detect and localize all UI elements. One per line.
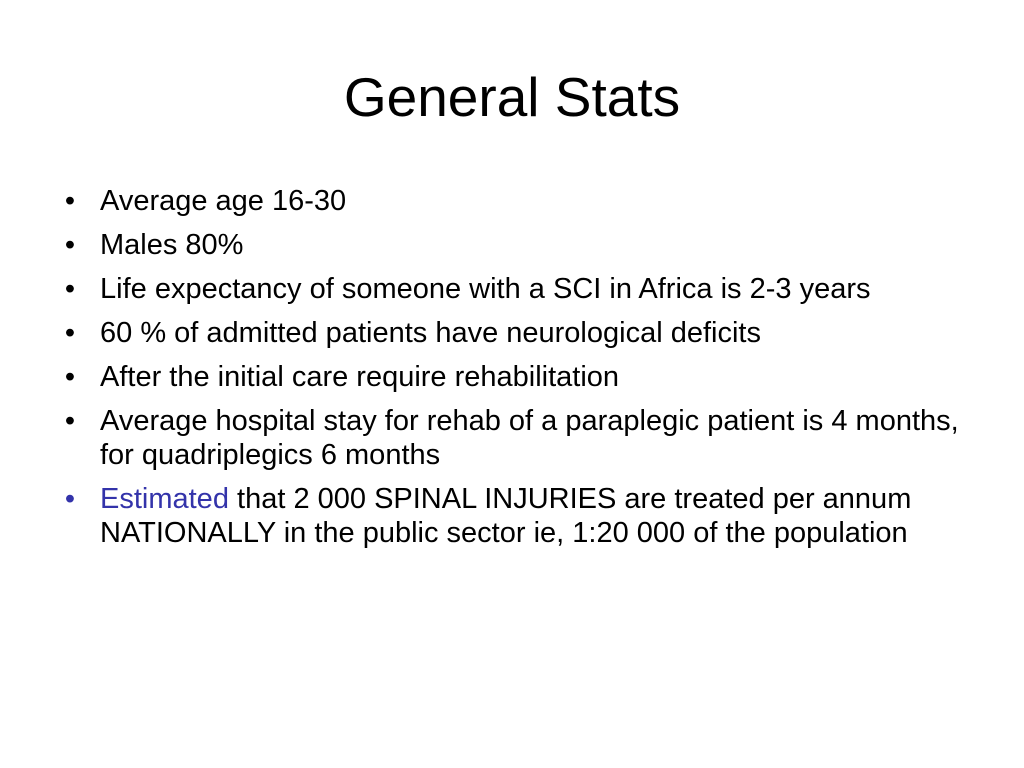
bullet-text: Males 80% (100, 229, 244, 261)
bullet-item (60, 228, 965, 262)
bullet-text: Average hospital stay for rehab of a paraplegic patient is 4 months, for quadriplegics 6 months (100, 405, 959, 471)
bullet-marker-icon: • (64, 361, 76, 393)
bullet-item (60, 316, 965, 350)
bullet-text: 60 % of admitted patients have neurological deficits (100, 317, 761, 349)
bullet-marker-icon: • (64, 317, 76, 349)
slide-title: General Stats (343, 66, 681, 128)
bullet-marker-icon: • (64, 229, 76, 261)
bullet-text: After the initial care require rehabilitation (100, 361, 620, 393)
bullet-marker-icon: • (64, 273, 76, 305)
bullet-text: that 2 000 SPINAL INJURIES are treated per annum NATIONALLY in the public sector ie, 1:20 000 of the population (100, 483, 912, 549)
bullet-item (60, 360, 965, 394)
bullet-marker-icon: • (64, 483, 76, 515)
bullet-item (60, 184, 965, 218)
bullet-item (60, 404, 965, 472)
bullet-marker-icon: • (64, 405, 76, 437)
bullet-accent-text: Estimated (100, 483, 229, 515)
bullet-list (60, 184, 965, 560)
bullet-text: Average age 16-30 (100, 185, 347, 217)
bullet-text: Life expectancy of someone with a SCI in Africa is 2-3 years (100, 273, 871, 305)
bullet-item-highlighted (60, 482, 965, 550)
bullet-item (60, 272, 965, 306)
bullet-marker-icon: • (64, 185, 76, 217)
